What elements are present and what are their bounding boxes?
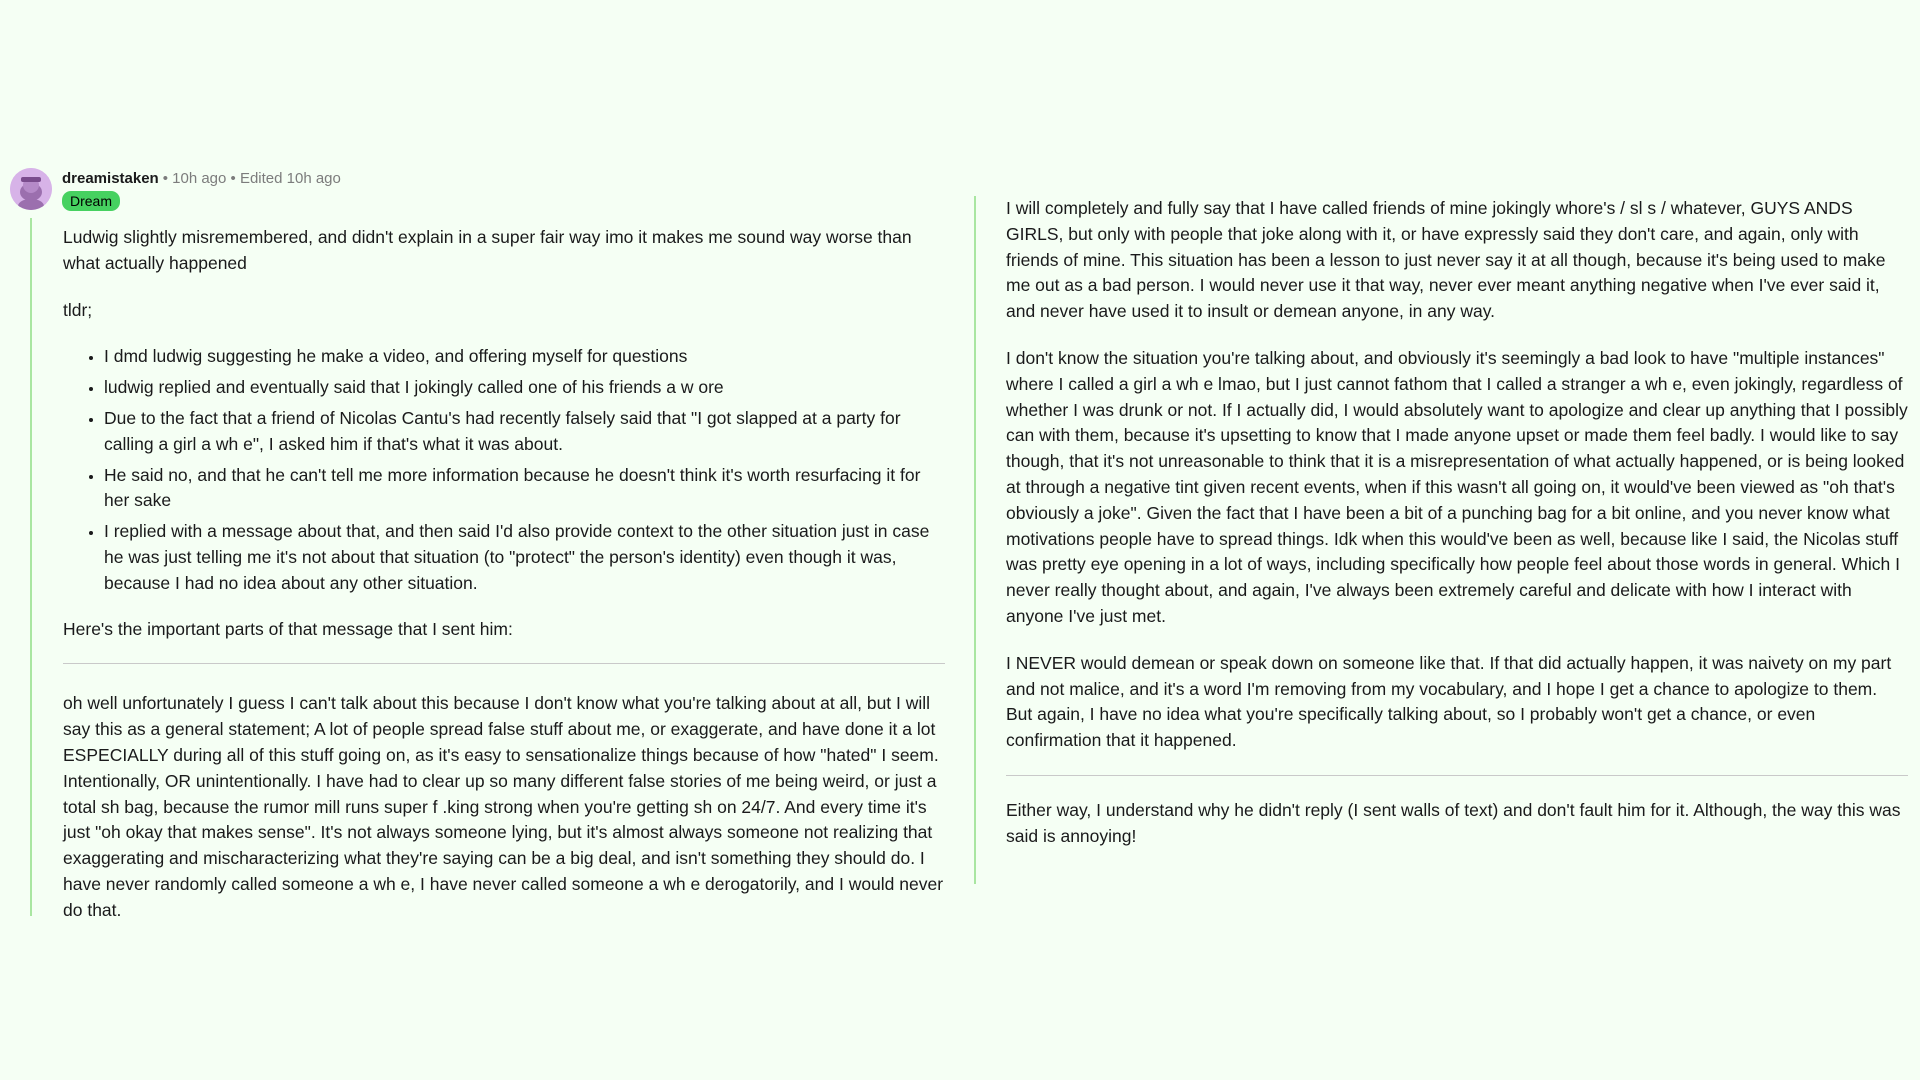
list-item: • He said no, and that he can't tell me more information because he doesn't think it's worth resurfacing it for her sake — [104, 463, 945, 515]
list-item: • I dmd ludwig suggesting he make a video, and offering myself for questions — [104, 344, 945, 370]
username[interactable]: dreamistaken — [62, 170, 159, 187]
section-divider — [63, 663, 945, 664]
intro-paragraph: Ludwig slightly misremembered, and didn't explain in a super fair way imo it makes me sound way worse than what actually happened — [63, 227, 912, 273]
closing-paragraph: Either way, I understand why he didn't reply (I sent walls of text) and don't fault him for it. Although, the way this was said is annoying! — [1006, 799, 1901, 846]
right-thread-line — [974, 196, 976, 884]
snoo-avatar-icon[interactable] — [10, 168, 52, 210]
list-item: • ludwig replied and eventually said that I jokingly called one of his friends a w ore — [104, 375, 945, 401]
user-flair-badge: Dream — [62, 191, 120, 211]
message-lead-in: Here's the important parts of that message that I sent him: — [63, 618, 513, 639]
message-paragraph-2: I don't know the situation you're talking about, and obviously it's seemingly a bad look to have "multiple instances" where I called a girl a wh e lmao, but I just cannot fathom that I called a stranger a wh e, even jokingly, regardless of whether I was drunk or not. If I actually did, I would absolutely want to apologize and clear up anything that I possibly can with them, because it's upsetting to know that I made anyone upset or made them feel badly. I would like to say though, that it's not unreasonable to think that it is a misrepresentation of what actually happened, or is being looked at through a negative tint given recent events, when if this wasn't all going on, it would've been viewed as "oh that's obviously a joke". Given the fact that I have been a bit of a punching bag for a bit online, and you never know what motivations people have to spread things. Idk when this would've been as well, because like I said, the Nicolas stuff was pretty eye opening in a lot of ways, including specifically how people feel about those words in general. Which I never really thought about, and again, I've always been extremely careful and delicate with how I interact with anyone I've just met. — [1006, 347, 1908, 626]
quoted-message: oh well unfortunately I guess I can't talk about this because I don't know what you're talking about at all, but I will say this as a general statement; A lot of people spread false stuff about me, or exaggerate, and have done it a lot ESPECIALLY during all of this stuff going on, as it's easy to sensationalize things because of how "hated" I seem. Intentionally, OR unintentionally. I have had to clear up so many different false stories of me being weird, or just a total sh bag, because the rumor mill runs super f .king strong when you're getting sh on 24/7. And every time it's just "oh okay that makes sense". It's not always someone lying, but it's almost always someone not realizing that exaggerating and mischaracterizing what they're saying can be a big deal, and isn't something they should do. I have never randomly called someone a wh e, I have never called someone a wh e derogatorily, and I would never do that. — [63, 693, 944, 920]
comment-timestamp: • 10h ago • Edited 10h ago — [162, 170, 341, 187]
list-item: • I replied with a message about that, and then said I'd also provide context to the other situation just in case he was just telling me it's not about that situation (to "protect" the person's identity) even though it was, because I had no idea about any other situation. — [104, 519, 945, 596]
summary-list — [63, 344, 945, 596]
comment-meta — [62, 170, 341, 188]
tldr-label: tldr; — [63, 299, 93, 320]
message-paragraph-1: I will completely and fully say that I have called friends of mine jokingly whore's / sl s / whatever, GUYS ANDS GIRLS, but only with people that joke along with it, or have expressly said they don't care, and again, only with friends of mine. This situation has been a lesson to just never say it at all though, because it's being used to make me out as a bad person. I would never use it that way, never ever meant anything negative when I've ever said it, and never have used it to insult or demean anyone, in any way. — [1006, 198, 1886, 322]
list-item: • Due to the fact that a friend of Nicolas Cantu's had recently falsely said that "I got slapped at a party for calling a girl a wh e", I asked him if that's what it was about. — [104, 406, 945, 458]
left-thread-line[interactable] — [30, 218, 32, 916]
comment-body-left — [63, 225, 945, 945]
message-paragraph-3: I NEVER would demean or speak down on someone like that. If that did actually happen, it was naivety on my part and not malice, and it's a word I'm removing from my vocabulary, and I hope I get a chance to apologize to them. But again, I have no idea what you're specifically talking about, so I probably won't get a chance, or even confirmation that it happened. — [1006, 652, 1892, 751]
comment-body-right — [1006, 196, 1908, 871]
section-divider — [1006, 775, 1908, 776]
